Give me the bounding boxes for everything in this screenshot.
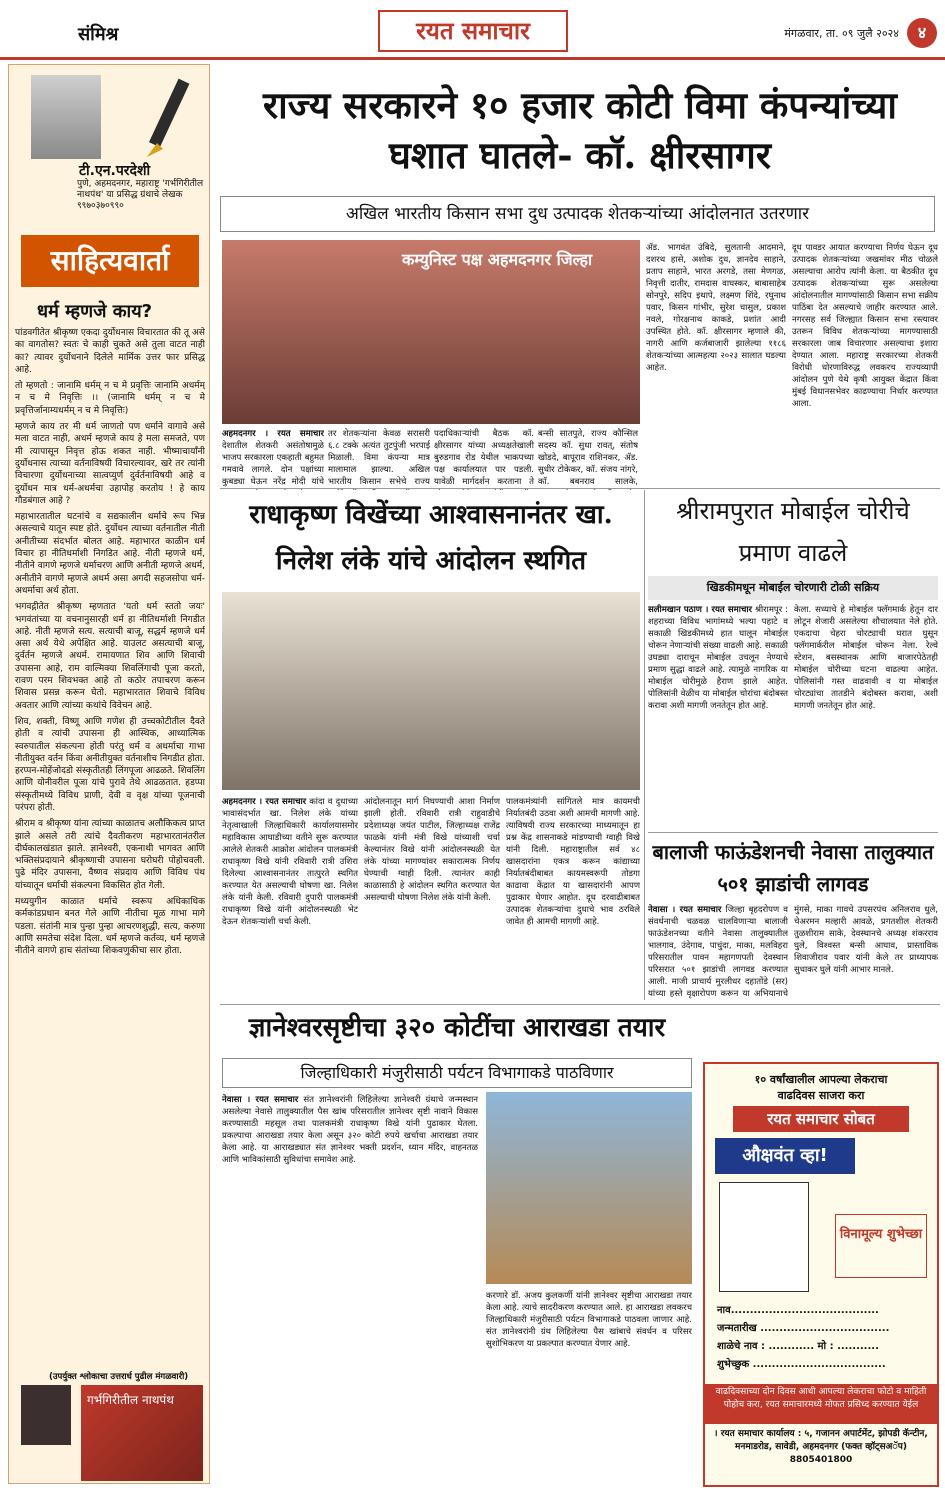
child-photo-box — [719, 1182, 809, 1292]
story1-col-6 — [792, 242, 938, 482]
column-paragraph: भगवद्गीतेत श्रीकृष्ण म्हणतात 'यतो धर्म स्ततो जयः' भगवंतांच्या या वचनानुसारही धर्म हा नीतिधर्माशी निगडीत आहे. नीती म्हणजे सत्य. सत्याची बाजू, सद्धर्म म्हणजे धर्म असा अर्थ येथे अपेक्षित आहे. याउलट असत्याची बाजू, दुर्वर्तन म्हणजे अधर्म. रामायणात शिव आणि शिवाची उपासना आहे, राम वाल्मिक्या शिवलिंगाची पूजा करतो, रावण परम शिवभक्त आहे तो कठोर तपाचरण करून शिवास प्रसन्न करून घेतो. महाभारतात शिवाचे विविध अवतार आणि त्यांच्या कथांचे विवेचन आहे. — [15, 602, 205, 711]
story5-subhead: जिल्हाधिकारी मंजुरीसाठी पर्यटन विभागाकडे पाठविणार — [222, 1058, 692, 1088]
story3-col-2 — [794, 604, 938, 826]
column-paragraph: श्रीराम व श्रीकृष्ण यांना त्यांच्या काळातच अलौकिकत्व प्राप्त झाले असले तरी त्यांचे दैवतीकरण महाभारतानंतरील दीर्घकालखंडात झाले. ज्ञानेश्वरी, एकनाथी भागवत आणि भक्तिसंप्रदायाने श्रीकृष्णाची उपासना घरोघरी पोहोचवली. पुढे मंदिर उपासना, वैष्णव संप्रदाय आणि विविध पंथ यांच्यातून धर्माची संकल्पना विकसित होत गेली. — [15, 819, 205, 891]
divider — [220, 1004, 940, 1005]
story1-text: देशातील शेतकरी असंतोषामुळे भाजप सरकारला एकहाती बहुमत गमवावे लागले. दोन पक्षांच्या कुबड्या घेऊन नरेंद्र मोदी यांचे — [222, 441, 324, 487]
birthday-advertisement — [703, 1062, 939, 1487]
school-field: शाळेचे नाव : ............ मो : ........... — [717, 1341, 879, 1352]
story1-col-2 — [328, 428, 430, 490]
column-paragraph: शिव, शक्ती, विष्णू आणि गणेश ही उच्चकोटीतील दैवते होती व त्यांची उपासना ही आस्थिक, आध्यात्मिक स्वरुपातील संकल्पना होती परंतु धर्म व अधर्माचा गाभा नीतीयुक्त वर्तन किंवा अनीतीयुक्त वर्तनाशीच निगडीत होता. हरप्पन-मोहेंजोदडो संस्कृतीतही लिंगपूजा आढळते. शिवलिंग आणि योनीवरील पूजा यांचे पुरावे तेथे आढळतात. हडप्पा संस्कृतीमध्ये विविध प्राणी, देवी व वृक्ष यांच्या पूजनाची परंपरा होती. — [15, 716, 205, 813]
column-note: (उपर्युक्त श्लोकाचा उत्तरार्ध पुढील मंगळवारी) — [49, 1372, 189, 1382]
story1-text: बन्सी सातपुते, राज्य कौन्सिल सदस्य कॉ. सुधा रावत्, संतोष खोडदे, बापूराव राशिनकर, ॲड. सुधीर टोकेकर, कॉ. संजय नांगरे, कॉ. बबनराव सालके, — [538, 429, 638, 487]
author-small-photo — [21, 1385, 71, 1445]
story4-text: मुंगसे, माका गावचे उपसरपंच अनिलराव धुले, चेअरमन मल्हारी आवळे, प्रगतशील शेतकरी तुळशीराम साके, देवस्थानचे अध्यक्ष शंकरराव घुले, विश्वस्त बन्सी आघाव, प्रास्ताविक शिवाजीराव पवार यांनी केले तर प्राध्यापक सुधाकर घुले यांनी आभार मानले. — [794, 905, 938, 975]
column-paragraph: पांडवगीतेत श्रीकृष्ण एकदा दुर्योधनास विचारतात की तू असे का वागतोस? स्वतः चे काही चुकते असे तुला वाटत नाही का? त्यावर दुर्योधनाने दिलेले मार्मिक उत्तर फार प्रसिद्ध आहे. — [15, 328, 205, 375]
story3-headline: श्रीरामपुरात मोबाईल चोरीचे प्रमाण वाढले — [676, 497, 910, 567]
wisher-field: शुभेच्छुक ................................... — [717, 1359, 886, 1370]
story3-text: श्रीरामपूर : शहराच्या विविध भागांमध्ये भल्या पहाटे व सकाळी खिडकीमध्ये हात घालून मोबाईल चोरून नेणाऱ्यांची संख्या वाढली आहे. सकाळी उघड्या दाराचून मोबाईल उचलून नेण्याचे प्रमाण सुद्धा वाढले आहे. त्यामुळे नागरिक या मोबाईल चोरीमुळे हैराण झाले आहेत. पोलिसांनी वेळीच या मोबाईल चोरांचा बंदोबस्त करावा अशी मागणी जनतेतून होत आहे. — [648, 605, 788, 711]
byline: नेवासा । रयत समाचार — [648, 905, 722, 915]
story2-text: कांदा व दुधाच्या भावासंदर्भात खा. निलेश लंके यांच्या नेतृत्वाखाली जिल्हाधिकारी कार्यालयासमोर महाविकास आघाडीच्या वतीने सुरू करण्यात आलेले शेतकरी आक्रोश आंदोलन पालकमंत्री राधाकृष्ण विखे यांनी रविवारी रात्री उशिरा दिलेल्या आश्वासनानंतर तात्पुरते स्थगित करण्यात येत असल्याची घोषणा खा. निलेश लंके यांनी केली. रविवारी दुपारी पालकमंत्री राधाकृष्ण विखे यांनी आंदोलनस्थळी भेट देऊन शेतकऱ्यांशी चर्चा केली. — [222, 797, 358, 927]
column-paragraph: मध्ययुगीन काळात धर्माचे स्वरूप अधिकाधिक कर्मकांडप्रधान बनत गेले आणि नीतीचा मूळ गाभा मागे पडला. संतांनी मात्र पुन्हा पुन्हा आचरणशुद्धी, सत्य, करुणा आणि समतेचा संदेश दिला. धर्म म्हणजे कर्तव्य, धर्म म्हणजे नीतीने वागणे हाच संतांच्या शिकवणुकीचा सार होता. — [15, 897, 205, 957]
story5-text: करणारे डॉ. अजय कुलकर्णी यांनी ज्ञानेश्वर सृष्टीचा आराखडा तयार केला आहे. त्याचे सादरीकरण करण्यात आले. हा आराखडा लवकरच जिल्हाधिकारी मंजुरीसाठी पर्यटन विभागाकडे पाठवला जाणार आहे. संत ज्ञानेश्वरांनी ग्रंथ लिहिलेल्या पैस खांबाचे संवर्धन व परिसर सुशोभिकरण या प्रकल्पात करण्यात येणार आहे. — [486, 1291, 692, 1349]
story1-col-5 — [646, 242, 786, 482]
story2-text: पालकमंत्र्यांनी सांगितले मात्र कायमची निर्यातबंदी उठवा अशी आमची मागणी आहे. त्याविषयी राज्य सरकारच्या माध्यमातून हा प्रश्न केंद्र शासनाकडे मांडण्याची ग्वाही विखे यांनी दिली. महाराष्ट्रातील सर्व ४८ खासदारांना एकत्र करून कांद्याच्या निर्यातबंदीबाबत कायमस्वरूपी तोडगा काढावा केंद्रात या खासदारांनी आपण पुढाकार घेणार आहोत. दूध दरवाढीबाबत उत्पादक शेतकऱ्यांचा दुधाचे भाव ठरविले जावेत ही आमची मागणी आहे. — [506, 797, 640, 927]
pen-icon — [129, 77, 199, 167]
ad-logo: रयत समाचार सोबत — [733, 1106, 909, 1132]
story5-col-1 — [222, 1094, 478, 1480]
column-heading: धर्म म्हणजे काय? — [37, 301, 153, 322]
story1-photo — [222, 240, 640, 424]
story1-text: ॲड. भागवंत उंबिदे, सुलतानी आदमाने, दशरथ हासे, अशोक दुध, ज्ञानदेव साहाने, प्रताप साहाने, भारत अरगडे, तसा मेणगळ, निवृत्ती दातीर, रामदास वाघस्कर, बाबासाहेब सोनपुरे, सदिप इथापे, लक्ष्मण शिंदे, रघुनाथ पवार, किसन गांभीर, सुरेश चासुल, प्रकाश नवले, गोरक्षनाथ काकडे, प्रशांत आदी उपस्थित होते. कॉ. क्षीरसागर म्हणाले की, नागरी आणि कर्जबाजारी झालेल्या ११८६ शेतकऱ्यांच्या आत्महत्या २०२३ सालात घडल्या आहेत. — [646, 243, 786, 373]
masthead — [0, 0, 945, 60]
author-photo — [31, 75, 101, 159]
story1-col-1 — [222, 428, 324, 490]
story1-col-4 — [538, 428, 638, 490]
story3-col-1 — [648, 604, 788, 826]
story1-text: दूध पावडर आयात करण्याचा निर्णय घेऊन दूध उत्पादक शेतकऱ्यांच्या जखमांवर मीठ चोळले असल्याचा आरोप त्यांनी केला. या बैठकीत दूध उत्पादक शेतकऱ्यांच्या सुरू असलेल्या आंदोलनातील मागण्यांसाठी किसान सभा सक्रीय पाठिंबा देत असल्याचे जाहीर करण्यात आले. नगरसह सर्व जिल्ह्यात किसान सभा रस्त्यावर उतरून विविध शेतकऱ्यांच्या मागण्यासाठी सरकारला जाब विचारणार असल्याचा इशारा देण्यात आला. महाराष्ट्र सरकारच्या शेतकरी विरोधी धोरणाविरुद्ध लवकरच राज्यव्यापी आंदोलन पुणे येथे कृषी आयुक्त केंद्रात किंवा मुंबई विधानसभेवर काढण्याचा निर्धार करण्यात आला. — [792, 243, 938, 409]
byline: नेवासा । रयत समाचार — [222, 1095, 299, 1105]
story2-col-2 — [364, 796, 500, 996]
story4-col-2 — [794, 904, 938, 1000]
author-meta: पुणे, अहमदनगर, महाराष्ट्र 'गर्भगिरीतील नाथपंथ' या प्रसिद्ध ग्रंथाचे लेखक ९९७०३७०९९० — [77, 179, 204, 211]
byline: अहमदनगर । रयत समाचार — [222, 797, 307, 807]
issue-date: मंगळवार, ता. ०९ जुलै २०२४ — [784, 27, 899, 40]
story2-text: आंदोलनातून मार्ग निघण्याची आशा निर्माण झाली होती. रविवारी रात्री राहुवाडीचे प्रदेशाध्यक्ष जयंत पाटील, जिल्हाध्यक्ष राजेंद्र फाळके यांनी मंत्री विखे यांच्याशी चर्चा केल्यानंतर विखे यांनी आंदोलनस्थळी येत लंके यांच्या मागण्यांवर सकारात्मक निर्णय घेण्याची ग्वाही दिली. त्यानंतर काही काळासाठी हे आंदोलन स्थगित करण्यात येत असल्याची घोषणा निलेश लंके यांनी केली. — [364, 797, 500, 903]
story3-subhead: खिडकीमधून मोबाईल चोरणारी टोळी सक्रिय — [648, 576, 938, 600]
column-body — [15, 327, 205, 1362]
story5-headline: ज्ञानेश्वरसृष्टीचा ३२० कोटींचा आराखडा तयार — [248, 1013, 666, 1043]
free-wish-badge: विनामूल्य शुभेच्छा — [835, 1214, 927, 1278]
story4-col-1 — [648, 904, 788, 1000]
divider — [648, 832, 938, 833]
story1-headline: राज्य सरकारने १० हजार कोटी विमा कंपन्यांच्या घशात घातले- कॉ. क्षीरसागर — [263, 83, 897, 177]
column-paragraph: तो म्हणतो : जानामि धर्मम् न च मे प्रवृत्तिः जानामि अधर्मम् न च मे निवृत्तिः ।। (जानामि धर्मम् न च मे प्रवृत्तिर्जानाम्यधर्मम् न च मे निवृत्तिः) — [15, 381, 205, 416]
office-address: । रयत समाचार कार्यालय : ५, गजानन अपार्टमेंट, झोपडी कॅन्टीन, मनमाडरोड, सावेडी, अहमदनगर (फक्त व्हॉट्सअॅप) 8805401800 — [714, 1429, 928, 1465]
dob-field: जन्मतारीख .................................. — [717, 1323, 890, 1334]
divider — [220, 488, 940, 489]
column-paragraph: महाभारतातील घटनांचे व सद्यकालीन धर्माचे रूप भिन्न असल्याचे यातून स्पष्ट होते. दुर्योधन त्याच्या वर्तनातील नीती अनीतीच्या संदर्भात बोलत आहे. महाभारत काळीन धर्म विचार हा नीतिधर्माशी निगडित आहे. नीती म्हणजे धर्म, नीतीने वागणे म्हणजे धर्माचरण आणि अनीती म्हणजे अधर्म, अनीतीने वागणे म्हणजे अधर्म असा अगदी सहजसोपा धर्म-अधर्माचा अर्थ होता. — [15, 512, 205, 596]
ad-line-3: औक्षवंत व्हा! — [715, 1138, 855, 1174]
story5-col-2 — [486, 1290, 692, 1480]
story1-subhead: अखिल भारतीय किसान सभा दुध उत्पादक शेतकऱ्यांच्या आंदोलनात उतरणार — [220, 196, 935, 232]
story4-headline: बालाजी फाऊंडेशनची नेवासा तालुक्यात ५०१ झाडांची लागवड — [652, 840, 934, 896]
story2-col-1 — [222, 796, 358, 996]
byline: अहमदनगर । रयत समाचार — [222, 429, 324, 439]
ad-line-1: १० वर्षांखालील आपल्या लेकराचा — [754, 1073, 888, 1086]
story5-text: संत ज्ञानेश्वरांनी लिहिलेल्या ज्ञानेश्वरी ग्रंथाचे जन्मस्थान असलेल्या नेवासे तालुक्यातील पैस खांब परिसरातील ज्ञानेश्वर सृष्टी नावाने विकास करण्यासाठी महसूल तथा पालकमंत्री राधाकृष्ण विखे यांनी पुढाकार घेतला. प्रकल्पाचा आराखडा तयार केला असून ३२० कोटी रुपये खर्चाचा आराखडा तयार केला आहे. या आराखड्यात संत ज्ञानेश्वर भक्ती प्रदर्शन, ध्यान मंदिर, वाहनतळ आणि भाविकांसाठी सुविधांचा समावेश आहे. — [222, 1095, 478, 1165]
newspaper-logo: रयत समाचार — [378, 10, 568, 52]
story1-text: पदाधिकाऱ्यांची बैठक कॉ. क्षीरसागर यांच्या अध्यक्षतेखाली बुरुडगाव रोड येथील भाकपच्या पक्ष कार्यालयात पार पडली. यावेळी मार्गदर्शन करताना ते — [434, 429, 534, 487]
story4-text: जिल्हा बृहदरोपण व संवर्धनाची चळवळ चालविणाऱ्या बालाजी फाऊंडेशनच्या वतीने नेवासा तालुक्यातील भालगाव, उंदेगाव, पाचुंदा, माका, मलविहरा परिसरातील पावन महागणपती देवस्थान परिसरात ५०१ झाडांची लागवड करण्यात आली. माजी प्राचार्य मुरलीधर दहातोंडे (सर) यांच्या हस्ते वृक्षारोपण करून या अभियानाचे — [648, 905, 788, 999]
ad-line-2: वाढदिवस साजरा करा — [777, 1089, 865, 1102]
story2-photo — [222, 592, 640, 790]
section-name: संमिश्र — [78, 24, 119, 45]
divider — [644, 490, 645, 1000]
book-title: गर्भगिरीतील नाथपंथ — [87, 1393, 174, 1407]
story3-text: केला. सध्याचे हे मोबाईल फ्लॅगमार्क हेतून दार लोटून शेजारी असलेल्या शौचालयात नेले होते. एकदाचा चेहरा चोरट्याची घरात घुसून फ्लॅगमार्करील मोबाईल चोरून नेला. रेल्वे स्टेशन, बसस्थानक आणि बाजारपेठेतही मोबाईल चोरीच्या घटना वाढल्या आहेत. पोलिसांनी गस्त वाढवावी व या मोबाईल चोरट्यांचा तातडीने बंदोबस्त करावा, अशी मागणी जनतेतून होत आहे. — [794, 605, 938, 711]
column-banner: साहित्यवार्ता — [21, 235, 199, 287]
sahitya-column — [8, 64, 210, 1484]
story1-text: तर शेतकऱ्यांना केवळ सरासरी ६.८ टक्के अत्यंत तुटपुंजी भरपाई मिळाली. विमा कंपन्या मात्र मालामाल झाल्या. अखिल भारतीय किसान सभेचे राज्य — [328, 429, 430, 487]
book-cover — [81, 1385, 203, 1481]
page-number: ४ — [907, 18, 937, 48]
column-paragraph: म्हणजे काय तर मी धर्म जाणतो पण धर्माने वागावे असे मला वाटत नाही, अधर्म म्हणजे काय हे मला समजते, पण मी त्यापासून निवृत्त होऊ शकत नाही. भीष्माचार्यांनी दुर्योधनास त्याच्या वर्तनाविषयी विचारल्यावर, खरे तर त्यांनी विचारणा दुर्योधनाच्या सात्वप्युर्ण दुर्वर्तनाविषयी आहे व दुर्योधन मात्र धर्म-अधर्मचा उहापोह करतोय ! हे काय गौडबंगाल आहे ? — [15, 422, 205, 506]
byline: सलीमखान पठाण । रयत समाचार — [648, 605, 753, 615]
story1-col-3 — [434, 428, 534, 490]
ad-footer: वाढदिवसाच्या दोन दिवस आधी आपल्या लेकराचा फोटो व माहिती पोहोच करा, रयत समाचारमध्ये मोफत प्रसिध्द करण्यात येईल — [705, 1384, 937, 1424]
story2-headline: राधाकृष्ण विखेंच्या आश्वासनानंतर खा. निलेश लंके यांचे आंदोलन स्थगित — [249, 500, 613, 576]
photo-banner-text: कम्युनिस्ट पक्ष अहमदनगर जिल्हा — [402, 250, 593, 269]
name-field: नाव....................................... — [717, 1305, 879, 1316]
story2-col-3 — [506, 796, 640, 996]
author-name: टी.एन.परदेशी — [79, 163, 151, 179]
story5-photo — [486, 1092, 692, 1284]
